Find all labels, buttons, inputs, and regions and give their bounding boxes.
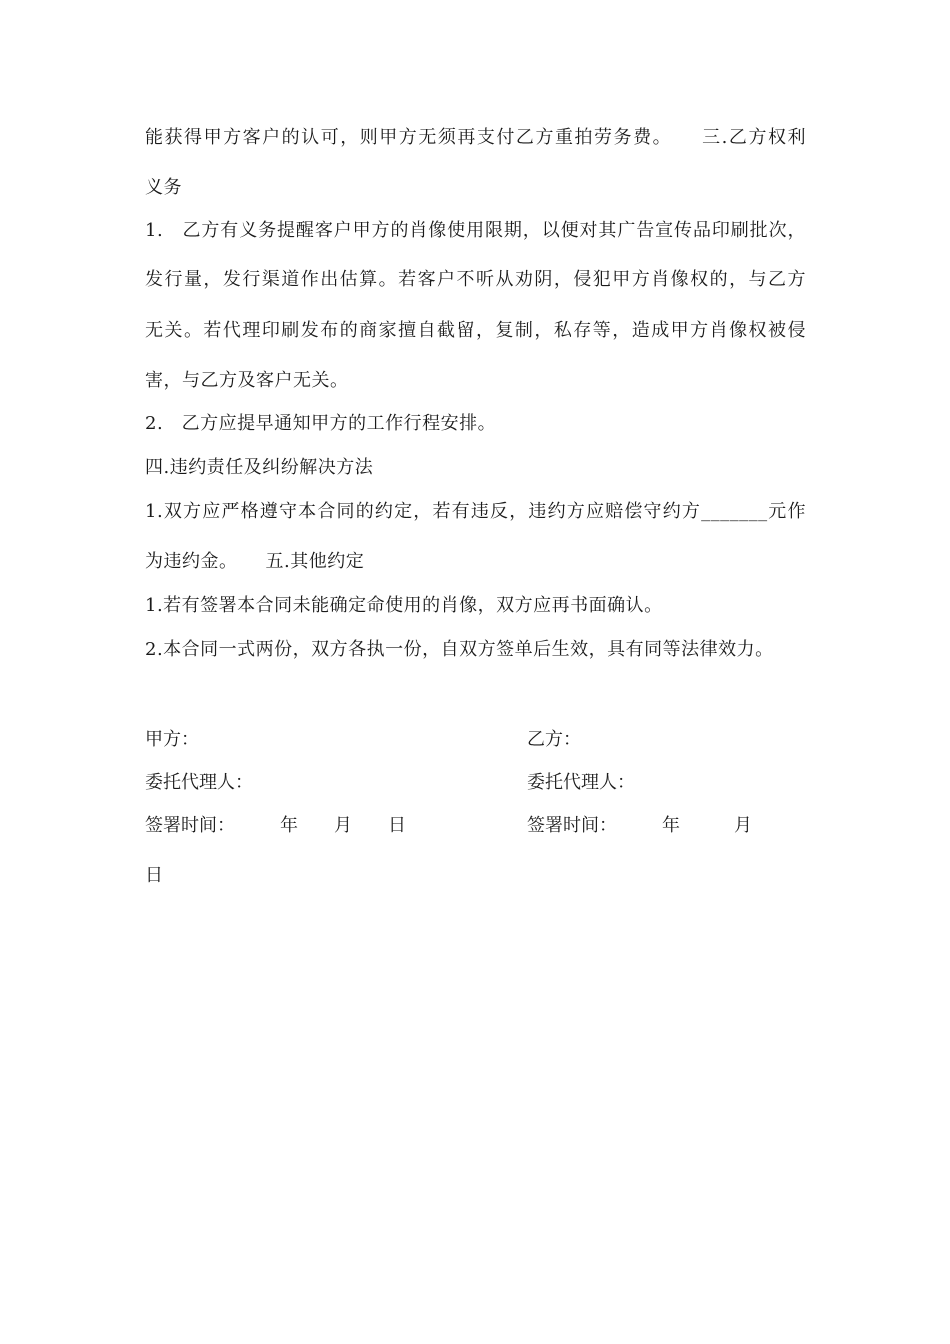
- paragraph-line-6: 害，与乙方及客户无关。: [145, 370, 349, 391]
- paragraph-line-5: 无关。若代理印刷发布的商家擅自截留，复制，私存等，造成甲方肖像权被侵: [145, 320, 806, 341]
- paragraph-line-3: 1. 乙方有义务提醒客户甲方的肖像使用限期，以便对其广告宣传品印刷批次，: [145, 220, 806, 241]
- sign-date-a: 签署时间： 年 月 日: [145, 815, 406, 836]
- paragraph-line-2: 义务: [145, 177, 182, 198]
- paragraph-line-1: 能获得甲方客户的认可，则甲方无须再支付乙方重拍劳务费。 三.乙方权利: [145, 127, 806, 148]
- section-heading-4: 四.违约责任及纠纷解决方法: [145, 457, 374, 478]
- paragraph-line-10: 为违约金。 五.其他约定: [145, 551, 365, 572]
- paragraph-line-9: 1.双方应严格遵守本合同的约定，若有违反，违约方应赔偿守约方_______元作: [145, 501, 806, 522]
- paragraph-line-12: 2.本合同一式两份，双方各执一份，自双方签单后生效，具有同等法律效力。: [145, 639, 774, 660]
- paragraph-line-11: 1.若有签署本合同未能确定命使用的肖像，双方应再书面确认。: [145, 595, 663, 616]
- agent-a-label: 委托代理人：: [145, 772, 253, 793]
- sign-date-b-day: 日: [145, 865, 163, 886]
- sign-date-b: 签署时间： 年 月: [527, 815, 752, 836]
- party-b-label: 乙方：: [527, 729, 581, 750]
- agent-b-label: 委托代理人：: [527, 772, 635, 793]
- paragraph-line-7: 2. 乙方应提早通知甲方的工作行程安排。: [145, 413, 497, 434]
- party-a-label: 甲方：: [145, 729, 199, 750]
- paragraph-line-4: 发行量，发行渠道作出估算。若客户不听从劝阴，侵犯甲方肖像权的，与乙方: [145, 269, 806, 290]
